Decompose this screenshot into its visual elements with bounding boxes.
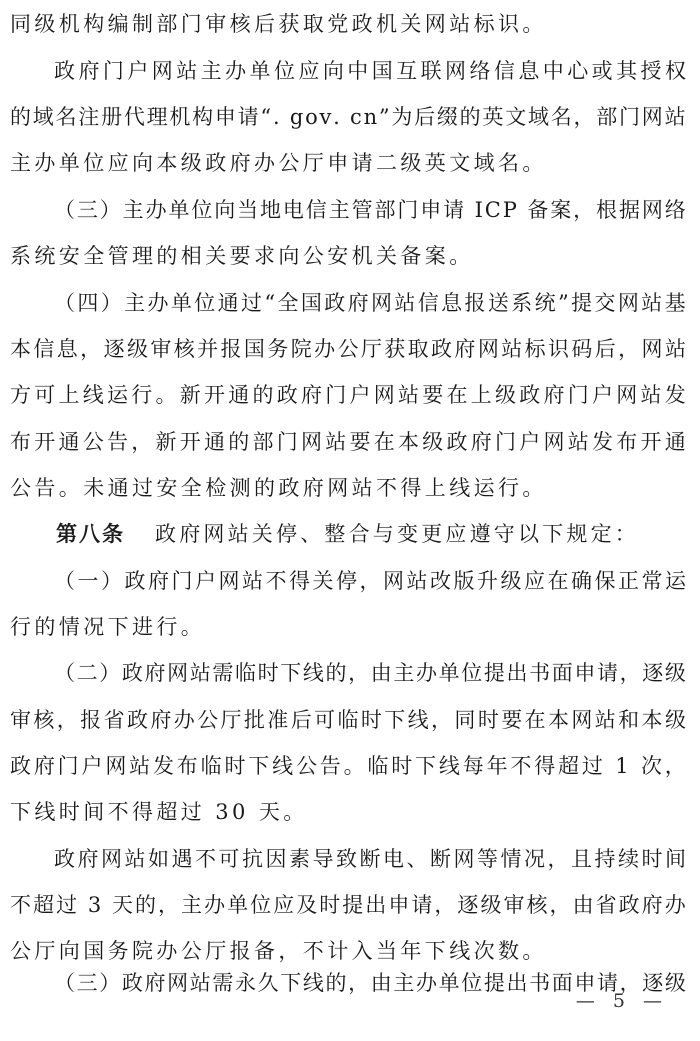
text-line: 行的情况下进行。 <box>10 615 206 639</box>
article-line: 第八条 政府网站关停、整合与变更应遵守以下规定： <box>0 514 700 554</box>
text-line: （ 三 ） 政 府 网 站 需 永 久 下 线 的 ， 由 主 办 单 位 提 出 书 面 申 请 ， 逐 级 <box>54 971 686 995</box>
text-line: 本 信 息 ， 逐 级 审 核 并 报 国 务 院 办 公 厅 获 取 政 府 网 站 标 识 码 后 ， 网 站 <box>10 337 686 361</box>
text-line: 下线时间不得超过 30 天。 <box>10 800 308 824</box>
text-line: 政 府 门 户 网 站 主 办 单 位 应 向 中 国 互 联 网 络 信 息 中 心 或 其 授 权 <box>54 59 686 83</box>
text-line: （ 一 ） 政 府 门 户 网 站 不 得 关 停 ， 网 站 改 版 升 级 应 在 确 保 正 常 运 <box>54 569 686 593</box>
text-line: 主办单位应向本级政府办公厅申请二级英文域名。 <box>10 151 547 175</box>
text-line: （ 二 ） 政 府 网 站 需 临 时 下 线 的 ， 由 主 办 单 位 提 出 书 面 申 请 ， 逐 级 <box>54 661 686 685</box>
text-line: 政 府 网 站 如 遇 不 可 抗 因 素 导 致 断 电 、 断 网 等 情 况 ， 且 持 续 时 间 <box>54 847 686 871</box>
article-heading: 第八条 <box>56 522 125 546</box>
text-line: 审 核 ， 报 省 政 府 办 公 厅 批 准 后 可 临 时 下 线 ， 同 时 要 在 本 网 站 和 本 级 <box>10 708 686 732</box>
text-line: 方 可 上 线 运 行 。 新 开 通 的 政 府 门 户 网 站 要 在 上 级 政 府 门 户 网 站 发 <box>10 383 686 407</box>
page-number: — 5 — <box>575 990 668 1012</box>
text-line: 不 超 过 3 天 的 ， 主 办 单 位 应 及 时 提 出 申 请 ， 逐 级 审 核 ， 由 省 政 府 办 <box>10 893 686 917</box>
text-line: 同级机构编制部门审核后获取党政机关网站标识。 <box>10 12 547 36</box>
text-line: 政 府 门 户 网 站 发 布 临 时 下 线 公 告 。 临 时 下 线 每 年 不 得 超 过 1 次 ， <box>10 754 686 778</box>
text-line: 布 开 通 公 告 ， 新 开 通 的 部 门 网 站 要 在 本 级 政 府 门 户 网 站 发 布 开 通 <box>10 430 686 454</box>
text-line: （ 三 ） 主 办 单 位 向 当 地 电 信 主 管 部 门 申 请 I C P 备 案 ， 根 据 网 络 <box>54 198 686 222</box>
text-line: 系统安全管理的相关要求向公安机关备案。 <box>10 244 474 268</box>
text-line: 公告。未通过安全检测的政府网站不得上线运行。 <box>10 476 547 500</box>
text-line: 公厅向国务院办公厅报备，不计入当年下线次数。 <box>10 939 547 963</box>
text-line: 的 域 名 注 册 代 理 机 构 申 请 “ . g o v . c n ” 为 后 缀 的 英 文 域 名 ， 部 门 网 站 <box>10 105 686 129</box>
text-line: （ 四 ） 主 办 单 位 通 过 “ 全 国 政 府 网 站 信 息 报 送 系 统 ” 提 交 网 站 基 <box>54 291 686 315</box>
